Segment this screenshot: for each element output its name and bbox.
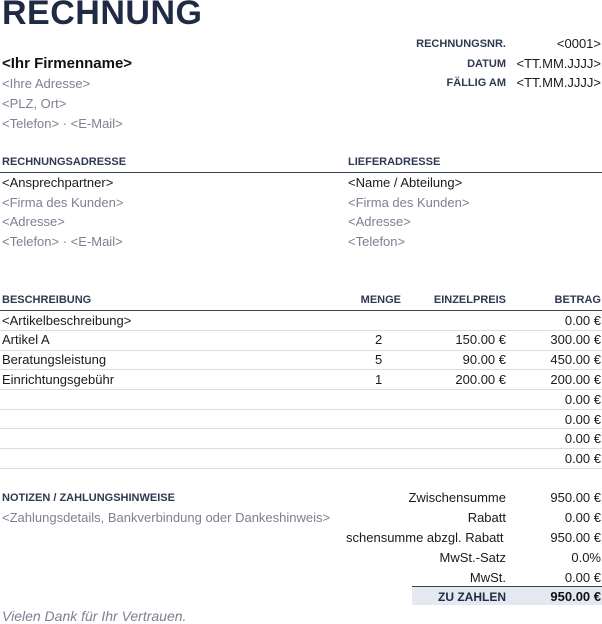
row-unit-price: 90.00 €: [462, 352, 506, 367]
row-unit-price: 150.00 €: [455, 332, 506, 347]
invoice-number-value: <0001>: [556, 36, 601, 51]
tax-label: MwSt.: [469, 570, 506, 585]
row-quantity: 2: [375, 332, 383, 347]
shipping-phone: <Telefon>: [348, 234, 406, 249]
discount-value: 0.00 €: [564, 510, 601, 525]
billing-address-label: RECHNUNGSADRESSE: [2, 156, 127, 168]
row-divider: [0, 350, 602, 351]
row-divider: [0, 389, 602, 390]
tax-rate-label: MwSt.-Satz: [439, 550, 506, 565]
row-divider: [0, 428, 602, 429]
row-description: Einrichtungsgebühr: [2, 372, 115, 387]
shipping-name: <Name / Abteilung>: [348, 175, 463, 190]
row-description: Beratungsleistung: [2, 352, 107, 367]
column-header-quantity: MENGE: [360, 294, 401, 306]
amount-due-value: 950.00 €: [550, 589, 601, 604]
row-description: Artikel A: [2, 332, 50, 347]
company-contact: <Telefon> · <E-Mail>: [2, 116, 123, 131]
row-divider: [0, 330, 602, 331]
shipping-company: <Firma des Kunden>: [348, 195, 470, 210]
row-amount: 0.00 €: [564, 451, 601, 466]
row-quantity: 1: [375, 372, 383, 387]
tax-value: 0.00 €: [564, 570, 601, 585]
discount-label: Rabatt: [467, 510, 506, 525]
billing-company: <Firma des Kunden>: [2, 195, 124, 210]
row-divider: [0, 468, 602, 469]
shipping-address-label: LIEFERADRESSE: [348, 156, 441, 168]
company-city: <PLZ, Ort>: [2, 96, 67, 111]
billing-phone-email: <Telefon> · <E-Mail>: [2, 234, 123, 249]
column-header-description: BESCHREIBUNG: [2, 294, 92, 306]
row-amount: 0.00 €: [564, 431, 601, 446]
row-divider: [0, 409, 602, 410]
row-description: <Artikelbeschreibung>: [2, 313, 132, 328]
row-unit-price: 200.00 €: [455, 372, 506, 387]
due-date-label: FÄLLIG AM: [446, 77, 506, 89]
due-date-value: <TT.MM.JJJJ>: [516, 75, 601, 90]
row-amount: 450.00 €: [550, 352, 601, 367]
column-header-amount: BETRAG: [554, 294, 601, 306]
amount-due-label: ZU ZAHLEN: [438, 590, 506, 604]
row-amount: 0.00 €: [564, 392, 601, 407]
invoice-title: RECHNUNG: [2, 0, 203, 32]
row-amount: 0.00 €: [564, 412, 601, 427]
invoice-date-value: <TT.MM.JJJJ>: [516, 56, 601, 71]
subtotal-value: 950.00 €: [550, 490, 601, 505]
billing-contact: <Ansprechpartner>: [2, 175, 114, 190]
company-address: <Ihre Adresse>: [2, 76, 91, 91]
company-name: <Ihr Firmenname>: [2, 55, 133, 72]
row-amount: 200.00 €: [550, 372, 601, 387]
thank-you-note: Vielen Dank für Ihr Vertrauen.: [2, 608, 187, 624]
address-divider: [0, 172, 602, 173]
row-amount: 0.00 €: [564, 313, 601, 328]
subtotal-label: Zwischensumme: [408, 490, 506, 505]
subtotal-after-discount-label: schensumme abzgl. Rabatt: [346, 530, 504, 545]
row-quantity: 5: [375, 352, 383, 367]
row-divider: [0, 448, 602, 449]
invoice-date-label: DATUM: [467, 58, 506, 70]
notes-text: <Zahlungsdetails, Bankverbindung oder Dankeshinweis>: [2, 510, 331, 525]
shipping-address: <Adresse>: [348, 214, 411, 229]
row-divider: [0, 369, 602, 370]
column-header-unit-price: EINZELPREIS: [433, 294, 506, 306]
tax-rate-value: 0.0%: [571, 550, 601, 565]
billing-address: <Adresse>: [2, 214, 65, 229]
notes-label: NOTIZEN / ZAHLUNGSHINWEISE: [2, 492, 175, 504]
subtotal-after-discount-value: 950.00 €: [550, 530, 601, 545]
row-amount: 300.00 €: [550, 332, 601, 347]
invoice-number-label: RECHNUNGSNR.: [416, 38, 506, 50]
table-header-divider: [0, 310, 602, 311]
amount-due-divider: [412, 586, 602, 587]
